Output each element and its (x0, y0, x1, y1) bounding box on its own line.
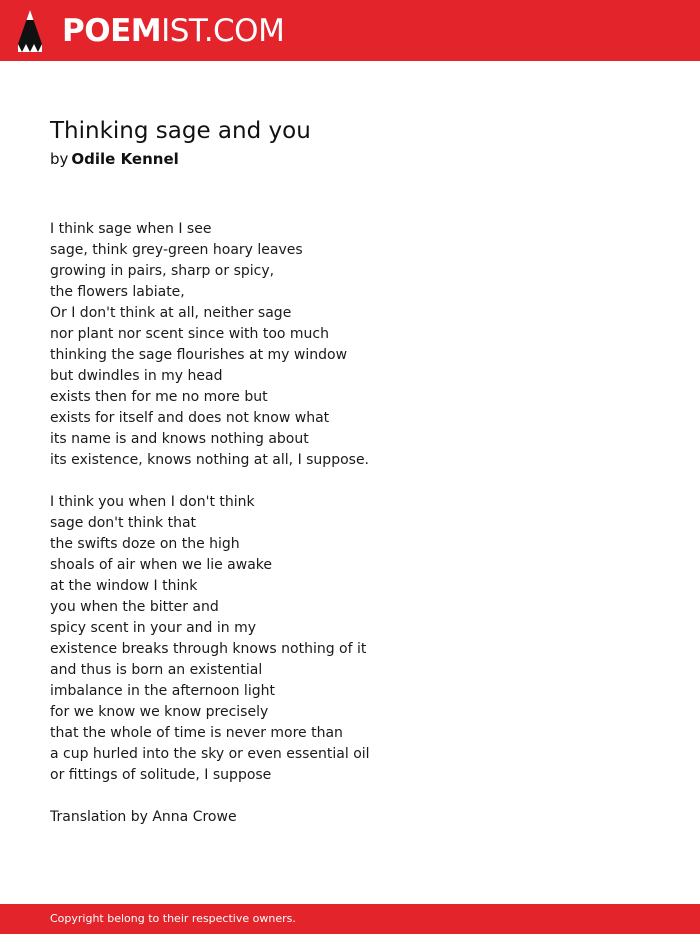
poem-line: Or I don't think at all, neither sage (50, 305, 292, 321)
poem-body (50, 219, 650, 828)
poem-line: I think sage when I see (50, 221, 212, 237)
poem-author: Odile Kennel (71, 150, 179, 168)
stanza-gap (50, 471, 650, 492)
poem-line: at the window I think (50, 578, 198, 594)
poem-line: existence breaks through knows nothing of it (50, 641, 367, 657)
poem-line: nor plant nor scent since with too much (50, 326, 329, 342)
poem-line: the swifts doze on the high (50, 536, 240, 552)
poem-line: sage, think grey-green hoary leaves (50, 242, 303, 258)
poem-line: and thus is born an existential (50, 662, 263, 678)
poem-line: or fittings of solitude, I suppose (50, 767, 272, 783)
logo-brand-bold: POEM (62, 13, 162, 49)
poem-line: you when the bitter and (50, 599, 219, 615)
poem-line: sage don't think that (50, 515, 197, 531)
site-footer (0, 904, 700, 934)
pencil-icon[interactable] (18, 10, 42, 52)
site-logo[interactable] (62, 12, 284, 50)
copyright-text: Copyright belong to their respective owners. (50, 912, 296, 925)
poem-title: Thinking sage and you (50, 118, 311, 144)
poem-line: exists then for me no more but (50, 389, 268, 405)
site-header (0, 0, 700, 61)
poem-line: that the whole of time is never more than (50, 725, 343, 741)
poem-line: exists for itself and does not know what (50, 410, 330, 426)
poem-line: growing in pairs, sharp or spicy, (50, 263, 275, 279)
poem-byline (50, 148, 179, 170)
poem-line: thinking the sage flourishes at my window (50, 347, 348, 363)
poem-line: Translation by Anna Crowe (50, 809, 237, 825)
poem-line: for we know we know precisely (50, 704, 269, 720)
poem-line: shoals of air when we lie awake (50, 557, 273, 573)
poem-line: but dwindles in my head (50, 368, 223, 384)
poem-line: I think you when I don't think (50, 494, 255, 510)
poem-line: the flowers labiate, (50, 284, 185, 300)
poem-line: its existence, knows nothing at all, I suppose. (50, 452, 370, 468)
logo-brand-light: IST.COM (161, 13, 285, 49)
poem-line: its name is and knows nothing about (50, 431, 309, 447)
by-label: by (50, 150, 69, 168)
poem-line: a cup hurled into the sky or even essential oil (50, 746, 370, 762)
poem-line: spicy scent in your and in my (50, 620, 256, 636)
stanza-gap (50, 786, 650, 807)
poem-line: imbalance in the afternoon light (50, 683, 275, 699)
